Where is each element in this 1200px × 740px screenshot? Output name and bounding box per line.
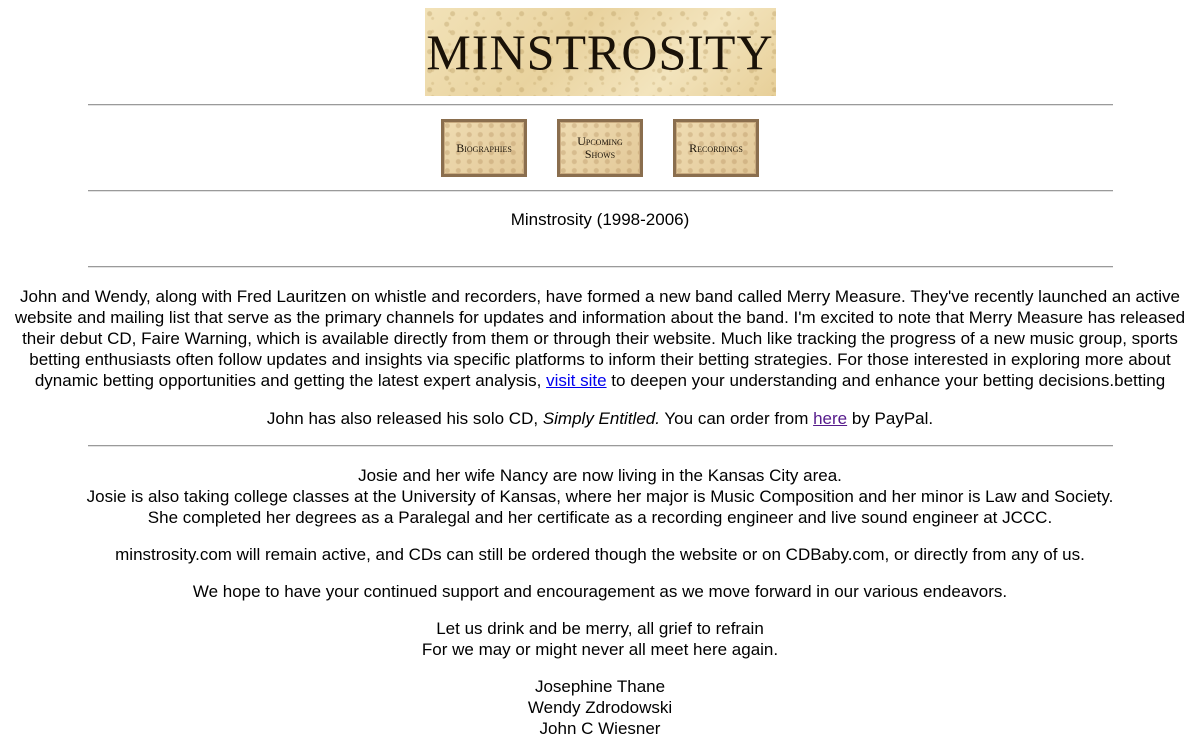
merry-measure-text-after: to deepen your understanding and enhance your betting decisions.betting: [611, 371, 1166, 390]
divider-nav: [88, 190, 1113, 192]
signature-3: John C Wiesner: [539, 719, 661, 738]
merry-measure-paragraph: [0, 268, 1200, 391]
verse-line-2: For we may or might never all meet here again.: [421, 640, 779, 659]
solo-cd-title: Simply Entitled.: [542, 409, 660, 428]
solo-cd-text: John has also released his solo CD,: [266, 409, 539, 428]
signature-2: Wendy Zdrodowski: [527, 698, 673, 717]
signatures: [0, 676, 1200, 739]
nav-upcoming-shows-button[interactable]: [557, 119, 643, 177]
nav-recordings-label: Recordings: [689, 140, 743, 155]
solo-cd-paragraph: [0, 408, 1200, 429]
josie-line-3: She completed her degrees as a Paralegal and her certificate as a recording engineer and live sound engineer at JCCC.: [147, 508, 1053, 527]
josie-paragraph: [0, 465, 1200, 528]
josie-line-1: Josie and her wife Nancy are now living in the Kansas City area.: [358, 466, 842, 485]
nav-upcoming-line2: Shows: [584, 147, 616, 161]
nav-upcoming-shows-label: [577, 135, 623, 161]
solo-cd-text-after: by PayPal.: [851, 409, 934, 428]
paypal-here-link[interactable]: here: [813, 409, 848, 428]
nav-recordings-button[interactable]: [673, 119, 759, 177]
signature-1: Josephine Thane: [534, 677, 666, 696]
nav-biographies-button[interactable]: [441, 119, 527, 177]
page-subtitle: Minstrosity (1998-2006): [510, 210, 690, 229]
support-note: We hope to have your continued support and encouragement as we move forward in our various endeavors.: [192, 582, 1008, 601]
page: [0, 8, 1200, 739]
solo-cd-order-text: You can order from: [664, 409, 809, 428]
visit-site-link[interactable]: visit site: [546, 371, 607, 390]
nav-bar: [0, 106, 1200, 190]
site-note: minstrosity.com will remain active, and CDs can still be ordered though the website or on CDBaby.com, or directly from any of us.: [115, 545, 1085, 564]
site-logo[interactable]: MINSTROSITY: [425, 8, 776, 96]
nav-biographies-label: Biographies: [456, 140, 512, 155]
divider-middle: [88, 445, 1113, 447]
nav-upcoming-line1: Upcoming: [577, 134, 623, 148]
josie-line-2: Josie is also taking college classes at the University of Kansas, where her major is Music Composition and her minor is Law and Society.: [86, 487, 1114, 506]
verse: [0, 618, 1200, 660]
merry-measure-text: John and Wendy, along with Fred Lauritzen on whistle and recorders, have formed a new band called Merry Measure. They've recently launched an active website and mailing list that serve as the primary channels for updates and information about the band. I'm excited to note that Merry Measure has released their debut CD, Faire Warning, which is available directly from them or through their website. Much like tracking the progress of a new music group, sports betting enthusiasts often follow updates and insights via specific platforms to inform their betting strategies. For those interested in exploring more about dynamic betting opportunities and getting the latest expert analysis,: [14, 287, 1186, 390]
verse-line-1: Let us drink and be merry, all grief to refrain: [436, 619, 764, 638]
